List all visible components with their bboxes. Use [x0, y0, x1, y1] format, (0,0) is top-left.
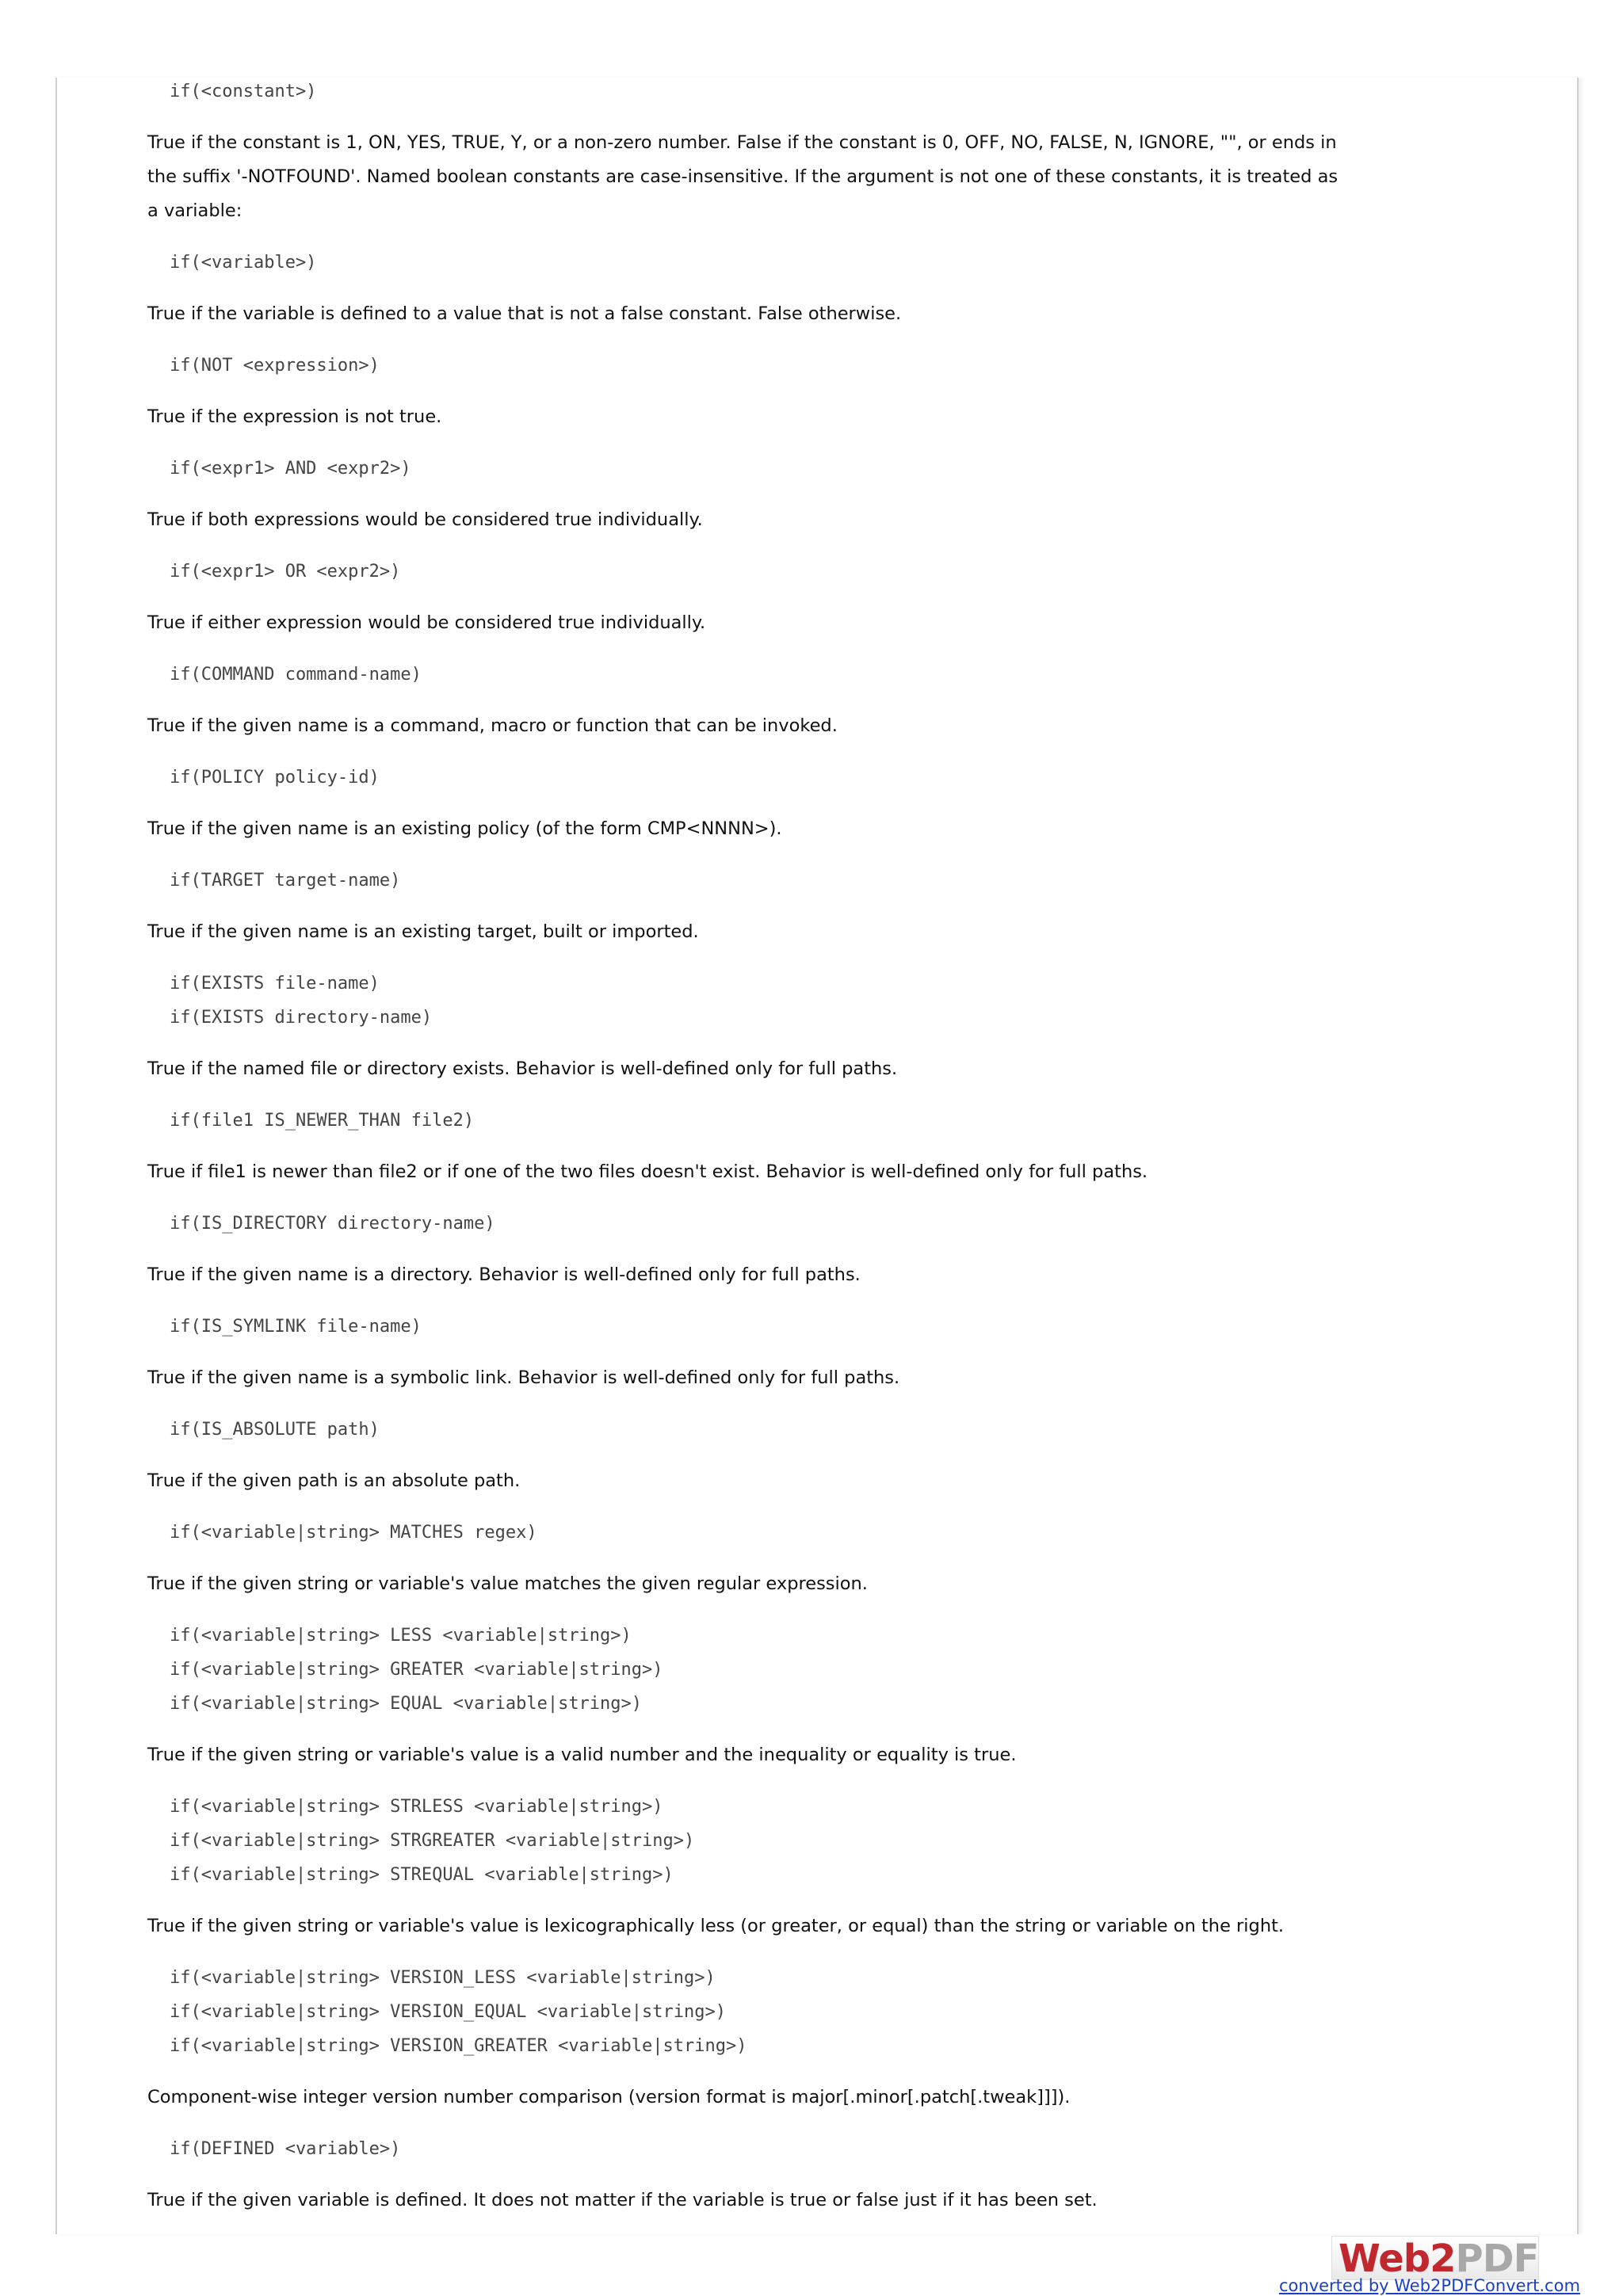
code-line: if(IS_SYMLINK file-name)	[170, 1317, 422, 1337]
code-line: if(<expr1> AND <expr2>)	[170, 459, 411, 479]
code-block	[147, 761, 1352, 795]
code-block	[147, 555, 1352, 589]
description-paragraph: True if the given name is an existing target, built or imported.	[147, 921, 699, 942]
description-paragraph: True if the expression is not true.	[147, 406, 442, 427]
code-block	[147, 452, 1352, 486]
description-paragraph: True if the given string or variable's value matches the given regular expression.	[147, 1573, 868, 1594]
description-paragraph: True if the given path is an absolute path.	[147, 1470, 521, 1491]
code-line: if(file1 IS_NEWER_THAN file2)	[170, 1111, 475, 1131]
code-block	[147, 246, 1352, 280]
web2pdf-logo	[1331, 2236, 1539, 2280]
code-block	[147, 1619, 1352, 1721]
code-line: if(<variable|string> STREQUAL <variable|string>)	[170, 1865, 674, 1885]
description-paragraph: True if the given name is a symbolic link. Behavior is well-defined only for full paths.	[147, 1367, 900, 1388]
code-line: if(IS_DIRECTORY directory-name)	[170, 1214, 495, 1234]
description-paragraph: True if the given variable is defined. It does not matter if the variable is true or false just if it has been set.	[147, 2190, 1098, 2210]
code-line: if(<variable|string> MATCHES regex)	[170, 1523, 537, 1543]
code-block	[147, 1516, 1352, 1550]
code-line: if(EXISTS directory-name)	[170, 1008, 433, 1028]
code-line: if(<expr1> OR <expr2>)	[170, 562, 401, 582]
code-line: if(<variable|string> VERSION_LESS <variable|string>)	[170, 1968, 716, 1988]
code-line: if(EXISTS file-name)	[170, 974, 380, 994]
code-block	[147, 658, 1352, 692]
description-paragraph: True if the given name is a command, macro or function that can be invoked.	[147, 715, 838, 736]
code-line: if(<variable>)	[170, 253, 317, 273]
code-line: if(TARGET target-name)	[170, 871, 401, 891]
description-paragraph: Component-wise integer version number comparison (version format is major[.minor[.patch[.tweak]]]).	[147, 2087, 1071, 2107]
code-line: if(<variable|string> STRGREATER <variable|string>)	[170, 1831, 695, 1851]
code-block	[147, 1790, 1352, 1892]
code-line: if(DEFINED <variable>)	[170, 2139, 401, 2159]
code-line: if(COMMAND command-name)	[170, 665, 422, 685]
description-paragraph: True if the given string or variable's value is lexicographically less (or greater, or equal) than the string or variable on the right.	[147, 1916, 1285, 1936]
code-block	[147, 1104, 1352, 1138]
code-block	[147, 1310, 1352, 1344]
description-paragraph: True if the given name is an existing policy (of the form CMP<NNNN>).	[147, 818, 782, 839]
code-block	[147, 2132, 1352, 2166]
description-paragraph: True if the given string or variable's value is a valid number and the inequality or equality is true.	[147, 1745, 1017, 1765]
code-line: if(<variable|string> VERSION_EQUAL <variable|string>)	[170, 2002, 726, 2022]
code-line: if(<variable|string> VERSION_GREATER <variable|string>)	[170, 2036, 747, 2056]
document-content	[147, 74, 1352, 2235]
code-block	[147, 349, 1352, 383]
code-block	[147, 1207, 1352, 1241]
logo-text-pdf: PDF	[1455, 2237, 1539, 2280]
description-paragraph: True if the given name is a directory. Behavior is well-defined only for full paths.	[147, 1264, 861, 1285]
code-line: if(POLICY policy-id)	[170, 768, 380, 788]
code-line: if(<constant>)	[170, 82, 317, 101]
code-line: if(<variable|string> LESS <variable|string>)	[170, 1626, 632, 1646]
code-block	[147, 864, 1352, 898]
code-line: if(<variable|string> EQUAL <variable|string>)	[170, 1694, 643, 1714]
description-paragraph: True if the constant is 1, ON, YES, TRUE, Y, or a non-zero number. False if the constant is 0, OFF, NO, FALSE, N, IGNORE, "", or ends in the suffix '-NOTFOUND'. Named boolean constants are case-insensitive. If the argument is not one of these constants, it is treated as a variable:	[147, 132, 1338, 221]
code-line: if(NOT <expression>)	[170, 356, 380, 376]
description-paragraph: True if both expressions would be considered true individually.	[147, 509, 703, 530]
description-paragraph: True if file1 is newer than file2 or if one of the two files doesn't exist. Behavior is well-defined only for full paths.	[147, 1161, 1148, 1182]
code-block	[147, 74, 1352, 109]
code-line: if(<variable|string> STRLESS <variable|string>)	[170, 1797, 663, 1817]
converter-credit-link[interactable]: converted by Web2PDFConvert.com	[1279, 2276, 1580, 2295]
description-paragraph: True if the named file or directory exists. Behavior is well-defined only for full paths.	[147, 1058, 898, 1079]
code-line: if(IS_ABSOLUTE path)	[170, 1420, 380, 1440]
code-block	[147, 1413, 1352, 1447]
description-paragraph: True if either expression would be considered true individually.	[147, 612, 706, 633]
description-paragraph: True if the variable is defined to a value that is not a false constant. False otherwise.	[147, 303, 902, 324]
logo-text-web2: Web2	[1338, 2237, 1456, 2280]
code-block	[147, 1961, 1352, 2063]
code-line: if(<variable|string> GREATER <variable|string>)	[170, 1660, 663, 1680]
code-block	[147, 967, 1352, 1035]
